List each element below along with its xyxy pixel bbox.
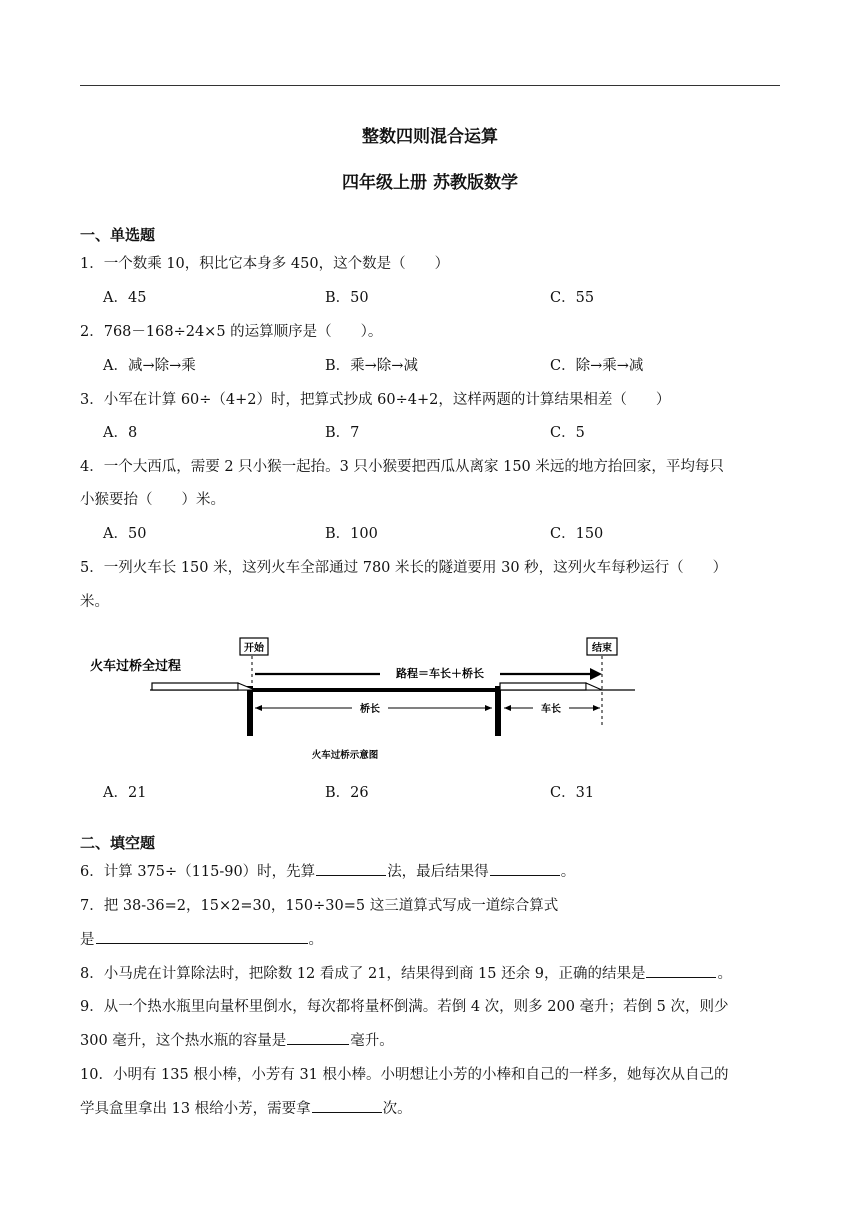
- q9-text-2: 毫升。: [350, 1033, 394, 1049]
- page-subtitle: 四年级上册 苏教版数学: [342, 173, 518, 193]
- q2-option-c[interactable]: C．除→乘→减: [550, 358, 644, 374]
- bridge-length-arrow-right: [485, 705, 492, 711]
- q3-option-b[interactable]: B．7: [325, 425, 360, 441]
- q3-option-a[interactable]: A．8: [103, 425, 138, 441]
- question-1: 1．一个数乘 10，积比它本身多 450，这个数是（ ）: [80, 256, 450, 272]
- section-heading-single-choice: 一、单选题: [80, 226, 156, 244]
- route-arrow-head: [590, 668, 602, 680]
- route-label: 路程＝车长＋桥长: [396, 667, 484, 680]
- process-label: 火车过桥全过程: [90, 659, 182, 674]
- q9-blank[interactable]: [287, 1029, 349, 1045]
- q9-text-1: 300 毫升，这个热水瓶的容量是: [80, 1033, 287, 1049]
- q1-option-a[interactable]: A．45: [103, 290, 147, 306]
- start-label: 开始: [244, 643, 264, 654]
- bridge-deck: [250, 688, 500, 692]
- question-5-line2: 米。: [80, 594, 109, 610]
- question-4-line2: 小猴要抬（ ）米。: [80, 492, 225, 508]
- q8-text-2: 。: [717, 966, 732, 982]
- q5-option-b[interactable]: B．26: [325, 785, 369, 801]
- bridge-length-arrow-left: [255, 705, 262, 711]
- train-end-nose: [586, 683, 602, 690]
- question-9-line1: 9．从一个热水瓶里向量杯里倒水，每次都将量杯倒满。若倒 4 次，则多 200 毫升；若倒 5 次，则少: [80, 999, 729, 1015]
- question-10-line2: [80, 1097, 412, 1118]
- end-label: 结束: [592, 643, 612, 654]
- train-start: [152, 683, 238, 690]
- q10-text-2: 次。: [382, 1101, 412, 1117]
- question-10-line1: 10．小明有 135 根小棒，小芳有 31 根小棒。小明想让小芳的小棒和自己的一样多，她每次从自己的: [80, 1067, 729, 1083]
- question-7-line1: 7．把 38-36=2，15×2=30，150÷30=5 这三道算式写成一道综合算式: [80, 898, 559, 914]
- question-4-line1: 4．一个大西瓜，需要 2 只小猴一起抬。3 只小猴要把西瓜从离家 150 米远的地方抬回家，平均每只: [80, 459, 724, 475]
- q10-text-1: 学具盒里拿出 13 根给小芳，需要拿: [80, 1101, 311, 1117]
- train-length-arrow-right: [593, 705, 600, 711]
- question-3: 3．小军在计算 60÷（4+2）时，把算式抄成 60÷4+2，这样两题的计算结果相差（ ）: [80, 392, 671, 408]
- q10-blank[interactable]: [312, 1097, 382, 1113]
- question-5-line1: 5．一列火车长 150 米，这列火车全部通过 780 米长的隧道要用 30 秒，这列火车每秒运行（ ）: [80, 560, 728, 576]
- q8-text-1: 8．小马虎在计算除法时，把除数 12 看成了 21，结果得到商 15 还余 9，正确的结果是: [80, 966, 646, 982]
- q2-option-a[interactable]: A．减→除→乘: [103, 358, 196, 374]
- q7-text-2: 。: [308, 932, 323, 948]
- q4-option-b[interactable]: B．100: [325, 526, 378, 542]
- bridge-length-label: 桥长: [360, 704, 380, 715]
- q3-option-c[interactable]: C．5: [550, 425, 585, 441]
- section-heading-fill-blank: 二、填空题: [80, 834, 156, 852]
- q4-option-c[interactable]: C．150: [550, 526, 604, 542]
- q1-option-c[interactable]: C．55: [550, 290, 595, 306]
- q6-text-2: 法，最后结果得: [387, 864, 489, 880]
- q8-blank[interactable]: [646, 962, 716, 978]
- page-title: 整数四则混合运算: [362, 127, 498, 147]
- question-8: [80, 962, 732, 983]
- question-2: 2．768－168÷24×5 的运算顺序是（ ）。: [80, 324, 383, 340]
- train-end: [500, 683, 586, 690]
- q6-text-1: 6．计算 375÷（115-90）时，先算: [80, 864, 316, 880]
- q6-text-3: 。: [560, 864, 576, 880]
- q5-option-c[interactable]: C．31: [550, 785, 595, 801]
- q2-option-b[interactable]: B．乘→除→减: [325, 358, 418, 374]
- question-7-line2: [80, 928, 323, 949]
- header-rule: [80, 85, 780, 86]
- q1-option-b[interactable]: B．50: [325, 290, 369, 306]
- train-length-label: 车长: [541, 704, 561, 715]
- q4-option-a[interactable]: A．50: [103, 526, 147, 542]
- diagram-caption: 火车过桥示意图: [311, 750, 379, 761]
- train-bridge-diagram: [90, 628, 650, 768]
- q6-blank-1[interactable]: [316, 860, 386, 876]
- q7-text-1: 是: [80, 932, 95, 948]
- q6-blank-2[interactable]: [490, 860, 560, 876]
- question-6: [80, 860, 575, 881]
- q7-blank[interactable]: [96, 928, 308, 944]
- q5-option-a[interactable]: A．21: [103, 785, 147, 801]
- question-9-line2: [80, 1029, 394, 1050]
- bridge-pier-right: [495, 686, 501, 736]
- train-length-arrow-left: [504, 705, 511, 711]
